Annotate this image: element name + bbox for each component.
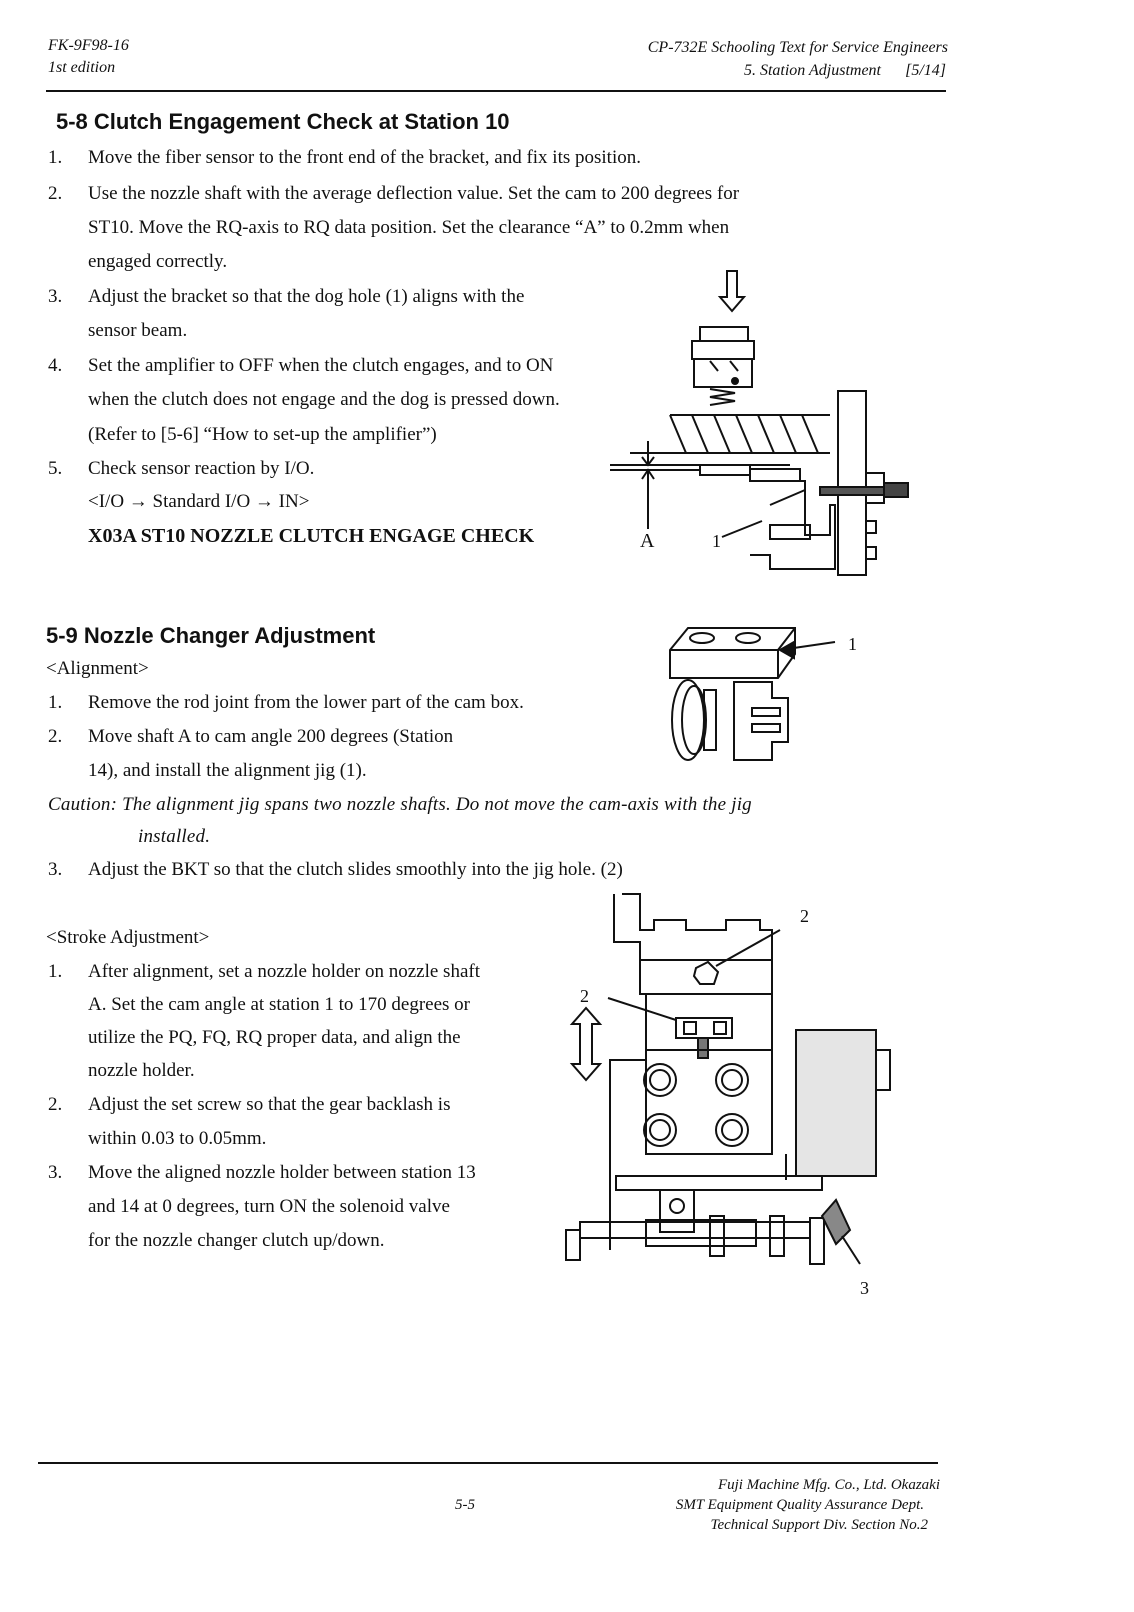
label-3: 3 [860,1278,869,1298]
stroke-step2-b: within 0.03 to 0.05mm. [88,1128,267,1149]
alignment-step2-a: Move shaft A to cam angle 200 degrees (Station [88,726,454,747]
doc-id: FK-9F98-16 [48,37,129,54]
alignment-heading: <Alignment> [46,658,149,679]
label-2-side: 2 [580,986,589,1006]
step-number: 3. [48,859,63,880]
edition: 1st edition [48,59,116,76]
s58-step4-c: (Refer to [5-6] “How to set-up the amplifier”) [88,424,437,445]
stroke-step3-c: for the nozzle changer clutch up/down. [88,1230,385,1251]
page-number: 5-5 [455,1497,475,1513]
alignment-step2-b: 14), and install the alignment jig (1). [88,760,367,781]
s58-step2-a: Use the nozzle shaft with the average deflection value. Set the cam to 200 degrees for [88,183,740,204]
section-5-8-title: 5-8 Clutch Engagement Check at Station 10 [56,109,510,134]
step-number: 1. [48,692,63,713]
figure-label-a: A [640,530,655,552]
step-number: 3. [48,1162,63,1183]
step-number: 1. [48,147,63,168]
department: SMT Equipment Quality Assurance Dept. [675,1497,924,1513]
stroke-step3-b: and 14 at 0 degrees, turn ON the solenoid valve [88,1196,450,1217]
s58-step5-b: <I/O → Standard I/O → IN> [88,491,310,512]
doc-title: CP-732E Schooling Text for Service Engineers [647,39,948,56]
caution-note-cont: installed. [138,826,211,847]
clutch-engagement-figure [590,265,930,585]
alignment-step3: Adjust the BKT so that the clutch slides smoothly into the jig hole. (2) [88,859,623,880]
step-number: 2. [48,183,63,204]
step-number: 1. [48,961,63,982]
step-number: 3. [48,286,63,307]
company: Fuji Machine Mfg. Co., Ltd. Okazaki [717,1477,940,1493]
stroke-heading: <Stroke Adjustment> [46,927,210,948]
step-number: 2. [48,726,63,747]
alignment-jig-figure [660,620,880,770]
division: Technical Support Div. Section No.2 [710,1517,928,1533]
s58-step5-a: Check sensor reaction by I/O. [88,458,315,479]
s58-step2-b: ST10. Move the RQ-axis to RQ data position. Set the clearance “A” to 0.2mm when [88,217,730,238]
s58-step4-b: when the clutch does not engage and the dog is pressed down. [88,389,560,410]
section-name: 5. Station Adjustment [743,62,881,79]
stroke-step1-d: nozzle holder. [88,1060,195,1081]
down-arrow-icon [720,271,744,311]
step-number: 4. [48,355,63,376]
s58-step3-a: Adjust the bracket so that the dog hole (1) aligns with the [88,286,525,307]
step-number: 5. [48,458,63,479]
s58-step1: Move the fiber sensor to the front end of the bracket, and fix its position. [88,147,641,168]
s58-step3-b: sensor beam. [88,320,188,341]
stroke-step3-a: Move the aligned nozzle holder between station 13 [88,1162,476,1183]
section-5-9-title: 5-9 Nozzle Changer Adjustment [46,623,376,648]
up-down-arrow-icon [572,1008,600,1080]
caution-note: Caution: The alignment jig spans two nozzle shafts. Do not move the cam-axis with the jig [48,794,752,815]
figure-label-1: 1 [712,531,721,551]
stroke-step1-b: A. Set the cam angle at station 1 to 170 degrees or [88,994,471,1015]
page-ref: [5/14] [905,62,946,79]
alignment-step1: Remove the rod joint from the lower part of the cam box. [88,692,524,713]
stroke-step1-a: After alignment, set a nozzle holder on nozzle shaft [88,961,480,982]
s58-step4-a: Set the amplifier to OFF when the clutch engages, and to ON [88,355,554,376]
jig-label-1: 1 [848,634,857,654]
stroke-step2-a: Adjust the set screw so that the gear backlash is [88,1094,451,1115]
io-signal-name: X03A ST10 NOZZLE CLUTCH ENGAGE CHECK [88,525,535,547]
s58-step2-c: engaged correctly. [88,251,228,272]
footer-rule [38,1462,938,1464]
stroke-step1-c: utilize the PQ, FQ, RQ proper data, and align the [88,1027,461,1048]
label-2-top: 2 [800,906,809,926]
stroke-adjustment-figure [550,880,910,1300]
step-number: 2. [48,1094,63,1115]
header-rule [46,90,946,92]
